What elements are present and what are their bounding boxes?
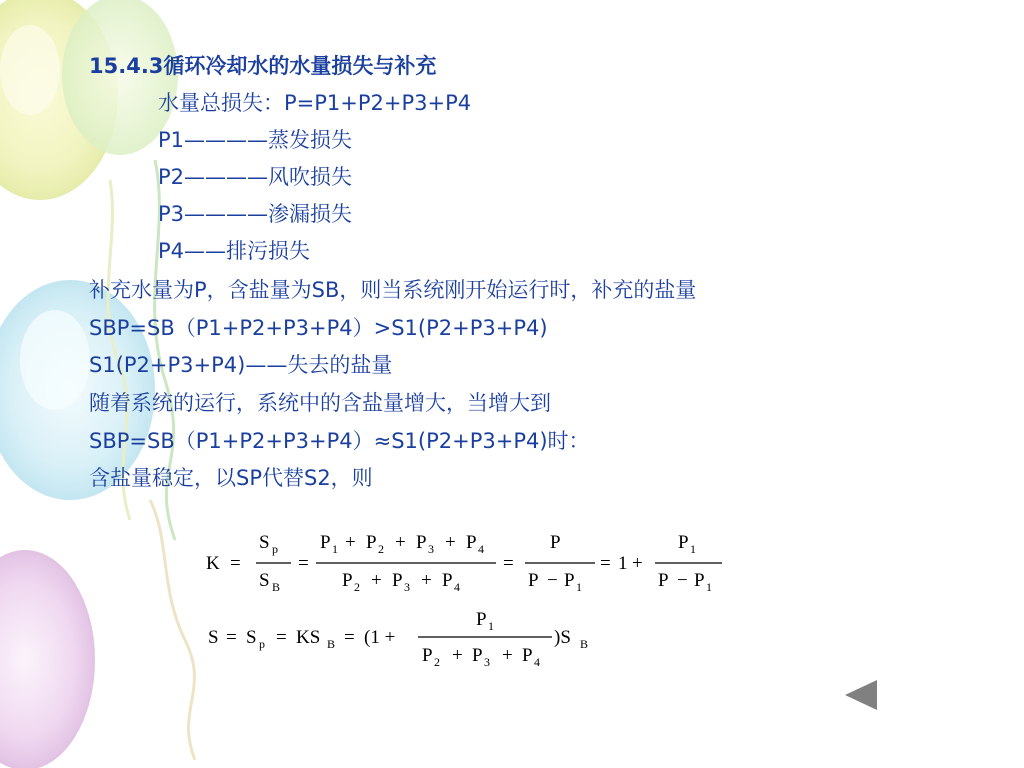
svg-text:P: P (392, 570, 403, 591)
svg-text:−: − (547, 570, 558, 591)
svg-text:S: S (246, 627, 257, 648)
svg-text:p: p (259, 637, 265, 651)
svg-text:S: S (208, 627, 219, 648)
svg-text:P: P (694, 570, 705, 591)
section-heading: 15.4.3循环冷却水的水量损失与补充 (89, 54, 437, 78)
p4-line: P4——排污损失 (158, 239, 311, 263)
svg-text:K: K (206, 553, 220, 574)
svg-text:P: P (342, 570, 353, 591)
svg-text:+: + (371, 570, 382, 591)
svg-text:p: p (272, 542, 278, 556)
total-loss-line: 水量总损失：P=P1+P2+P3+P4 (158, 91, 472, 115)
stable-line: 含盐量稳定，以SP代替S2，则 (89, 466, 373, 490)
supply-line: 补充水量为P，含盐量为SB，则当系统刚开始运行时，补充的盐量 (89, 278, 697, 302)
approx-line: SBP=SB（P1+P2+P3+P4）≈S1(P2+P3+P4)时： (89, 429, 590, 453)
svg-text:S: S (259, 532, 270, 553)
svg-text:P: P (678, 532, 689, 553)
svg-text:=: = (276, 627, 287, 648)
salt-loss-line: S1(P2+P3+P4)——失去的盐量 (89, 353, 393, 377)
svg-text:=: = (298, 553, 309, 574)
svg-text:+: + (452, 645, 463, 666)
svg-text:P: P (550, 532, 561, 553)
svg-text:P: P (466, 532, 477, 553)
svg-text:B: B (580, 637, 589, 651)
svg-text:KS: KS (296, 627, 321, 648)
svg-text:1: 1 (488, 619, 494, 633)
svg-text:1: 1 (690, 542, 696, 556)
svg-text:+: + (502, 645, 513, 666)
svg-text:P: P (522, 645, 533, 666)
svg-text:4: 4 (478, 542, 484, 556)
p3-line: P3————渗漏损失 (158, 202, 353, 226)
s-formula (200, 606, 620, 681)
svg-text:P: P (422, 645, 433, 666)
svg-text:4: 4 (454, 580, 460, 594)
svg-text:−: − (677, 570, 688, 591)
svg-text:B: B (272, 580, 281, 594)
svg-text:P: P (476, 609, 487, 630)
back-button[interactable] (843, 678, 879, 712)
svg-text:2: 2 (378, 542, 384, 556)
svg-text:B: B (327, 637, 336, 651)
svg-text:1: 1 (618, 553, 628, 574)
svg-text:3: 3 (428, 542, 434, 556)
purple-balloon (0, 550, 95, 768)
p2-line: P2————风吹损失 (158, 165, 353, 189)
svg-text:1: 1 (706, 580, 712, 594)
svg-text:+: + (395, 532, 406, 553)
svg-text:P: P (442, 570, 453, 591)
svg-text:+: + (345, 532, 356, 553)
svg-text:=: = (503, 553, 514, 574)
svg-text:P: P (472, 645, 483, 666)
svg-text:P: P (658, 570, 669, 591)
svg-text:=: = (344, 627, 355, 648)
svg-text:3: 3 (484, 655, 490, 669)
svg-text:2: 2 (354, 580, 360, 594)
svg-text:3: 3 (404, 580, 410, 594)
svg-text:2: 2 (434, 655, 440, 669)
svg-text:+: + (632, 553, 643, 574)
svg-text:1: 1 (576, 580, 582, 594)
svg-text:P: P (564, 570, 575, 591)
svg-text:P: P (528, 570, 539, 591)
svg-text:=: = (230, 553, 241, 574)
svg-text:)S: )S (554, 627, 571, 648)
svg-text:+: + (421, 570, 432, 591)
svg-text:1: 1 (332, 542, 338, 556)
increase-line: 随着系统的运行，系统中的含盐量增大，当增大到 (89, 391, 551, 415)
svg-text:P: P (320, 532, 331, 553)
k-formula (200, 525, 740, 600)
svg-text:P: P (416, 532, 427, 553)
svg-text:4: 4 (534, 655, 540, 669)
svg-text:S: S (259, 570, 270, 591)
triangle-left-icon (845, 680, 877, 710)
svg-text:=: = (600, 553, 611, 574)
svg-text:P: P (366, 532, 377, 553)
p1-line: P1————蒸发损失 (158, 128, 353, 152)
inequality-line: SBP=SB（P1+P2+P3+P4）>S1(P2+P3+P4) (89, 316, 548, 340)
svg-text:(1 +: (1 + (364, 627, 396, 648)
svg-text:=: = (226, 627, 237, 648)
svg-text:+: + (445, 532, 456, 553)
